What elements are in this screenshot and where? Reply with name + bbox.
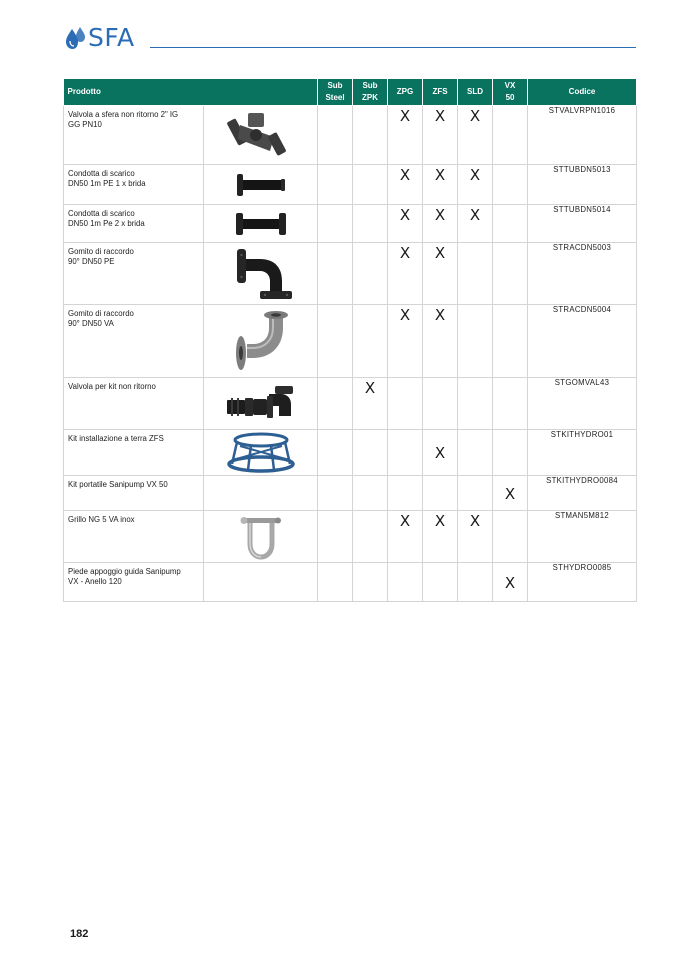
header-sld: SLD <box>458 79 493 106</box>
mark-zpg <box>388 476 423 511</box>
mark-sub-steel <box>318 165 353 205</box>
header-zpg: ZPG <box>388 79 423 106</box>
product-code: STKITHYDRO0084 <box>528 476 637 511</box>
table-row <box>64 106 637 165</box>
table-row <box>64 476 637 511</box>
header-vx50: VX 50 <box>493 79 528 106</box>
mark-zfs <box>423 563 458 602</box>
mark-sld: X <box>458 106 493 165</box>
table-row <box>64 165 637 205</box>
header-sub-steel: Sub Steel <box>318 79 353 106</box>
product-code: STRACDN5003 <box>528 243 637 305</box>
header-code: Codice <box>528 79 637 106</box>
check-valve-icon <box>226 107 296 163</box>
mark-sub-steel <box>318 106 353 165</box>
mark-zfs: X <box>423 165 458 205</box>
table-row <box>64 511 637 563</box>
water-drops-icon <box>65 25 87 51</box>
product-image-cell <box>204 476 318 511</box>
mark-sub-zpk <box>353 205 388 243</box>
mark-sld <box>458 305 493 378</box>
mark-vx50 <box>493 165 528 205</box>
product-name: Condotta di scarico DN50 1m PE 1 x brida <box>64 165 204 205</box>
product-name: Condotta di scarico DN50 1m Pe 2 x brida <box>64 205 204 243</box>
mark-vx50: X <box>493 476 528 511</box>
product-image-cell <box>204 243 318 305</box>
pipe-single-flange-icon <box>231 168 291 202</box>
product-code: STGOMVAL43 <box>528 378 637 430</box>
mark-zfs <box>423 378 458 430</box>
product-name: Grillo NG 5 VA inox <box>64 511 204 563</box>
mark-zfs: X <box>423 106 458 165</box>
product-code: STTUBDN5014 <box>528 205 637 243</box>
sfa-logo <box>65 23 135 52</box>
product-image-cell <box>204 563 318 602</box>
table-row <box>64 378 637 430</box>
shackle-icon <box>236 514 286 560</box>
product-code: STVALVRPN1016 <box>528 106 637 165</box>
pipe-double-flange-icon <box>231 208 291 240</box>
product-name: Gomito di raccordo 90° DN50 VA <box>64 305 204 378</box>
elbow-pe-icon <box>226 245 296 303</box>
product-code: STTUBDN5013 <box>528 165 637 205</box>
mark-zpg: X <box>388 243 423 305</box>
mark-zpg: X <box>388 205 423 243</box>
product-name: Valvola per kit non ritorno <box>64 378 204 430</box>
mark-zfs: X <box>423 430 458 476</box>
elbow-steel-icon <box>225 308 297 374</box>
product-image-cell <box>204 511 318 563</box>
mark-vx50 <box>493 378 528 430</box>
mark-vx50: X <box>493 563 528 602</box>
mark-zfs: X <box>423 243 458 305</box>
table-row <box>64 305 637 378</box>
header-sub-zpk: Sub ZPK <box>353 79 388 106</box>
mark-zpg: X <box>388 511 423 563</box>
mark-zfs: X <box>423 205 458 243</box>
mark-zpg <box>388 563 423 602</box>
product-image-cell <box>204 305 318 378</box>
mark-sub-zpk: X <box>353 378 388 430</box>
product-name: Valvola a sfera non ritorno 2" IG GG PN10 <box>64 106 204 165</box>
floor-stand-icon <box>226 432 296 474</box>
mark-sld: X <box>458 165 493 205</box>
product-image-cell <box>204 106 318 165</box>
mark-zpg: X <box>388 165 423 205</box>
product-image-cell <box>204 378 318 430</box>
product-code: STMAN5M812 <box>528 511 637 563</box>
mark-sld <box>458 430 493 476</box>
brand-name: SFA <box>88 23 135 52</box>
mark-zpg <box>388 378 423 430</box>
mark-zpg: X <box>388 106 423 165</box>
mark-sld <box>458 563 493 602</box>
mark-sub-zpk <box>353 430 388 476</box>
product-image-cell <box>204 430 318 476</box>
mark-vx50 <box>493 106 528 165</box>
mark-zpg <box>388 430 423 476</box>
product-code: STKITHYDRO01 <box>528 430 637 476</box>
product-image-cell <box>204 165 318 205</box>
mark-zfs: X <box>423 305 458 378</box>
mark-sub-zpk <box>353 106 388 165</box>
mark-sub-steel <box>318 378 353 430</box>
mark-sub-zpk <box>353 243 388 305</box>
product-code: STHYDRO0085 <box>528 563 637 602</box>
mark-sub-steel <box>318 205 353 243</box>
page-number: 182 <box>70 928 89 940</box>
mark-sub-steel <box>318 243 353 305</box>
mark-sub-zpk <box>353 165 388 205</box>
mark-vx50 <box>493 511 528 563</box>
product-name: Piede appoggio guida Sanipump VX - Anello 120 <box>64 563 204 602</box>
table-header-row <box>64 79 637 106</box>
mark-sld: X <box>458 205 493 243</box>
mark-sub-steel <box>318 305 353 378</box>
table-row <box>64 243 637 305</box>
product-code: STRACDN5004 <box>528 305 637 378</box>
table-row <box>64 430 637 476</box>
non-return-valve-kit-icon <box>221 382 301 426</box>
product-name: Kit installazione a terra ZFS <box>64 430 204 476</box>
mark-sub-zpk <box>353 511 388 563</box>
header-rule <box>150 47 636 48</box>
mark-vx50 <box>493 430 528 476</box>
mark-sld <box>458 476 493 511</box>
product-image-cell <box>204 205 318 243</box>
product-table <box>63 79 637 602</box>
product-name: Gomito di raccordo 90° DN50 PE <box>64 243 204 305</box>
mark-vx50 <box>493 305 528 378</box>
mark-sub-zpk <box>353 476 388 511</box>
mark-zfs <box>423 476 458 511</box>
product-name: Kit portatile Sanipump VX 50 <box>64 476 204 511</box>
mark-sub-steel <box>318 511 353 563</box>
header-product: Prodotto <box>64 79 318 106</box>
mark-sld <box>458 243 493 305</box>
mark-sld: X <box>458 511 493 563</box>
mark-sub-steel <box>318 476 353 511</box>
mark-zpg: X <box>388 305 423 378</box>
mark-sub-zpk <box>353 305 388 378</box>
table-row <box>64 205 637 243</box>
mark-vx50 <box>493 205 528 243</box>
mark-sub-zpk <box>353 563 388 602</box>
mark-sub-steel <box>318 563 353 602</box>
mark-zfs: X <box>423 511 458 563</box>
table-row <box>64 563 637 602</box>
mark-sub-steel <box>318 430 353 476</box>
mark-sld <box>458 378 493 430</box>
mark-vx50 <box>493 243 528 305</box>
header-zfs: ZFS <box>423 79 458 106</box>
